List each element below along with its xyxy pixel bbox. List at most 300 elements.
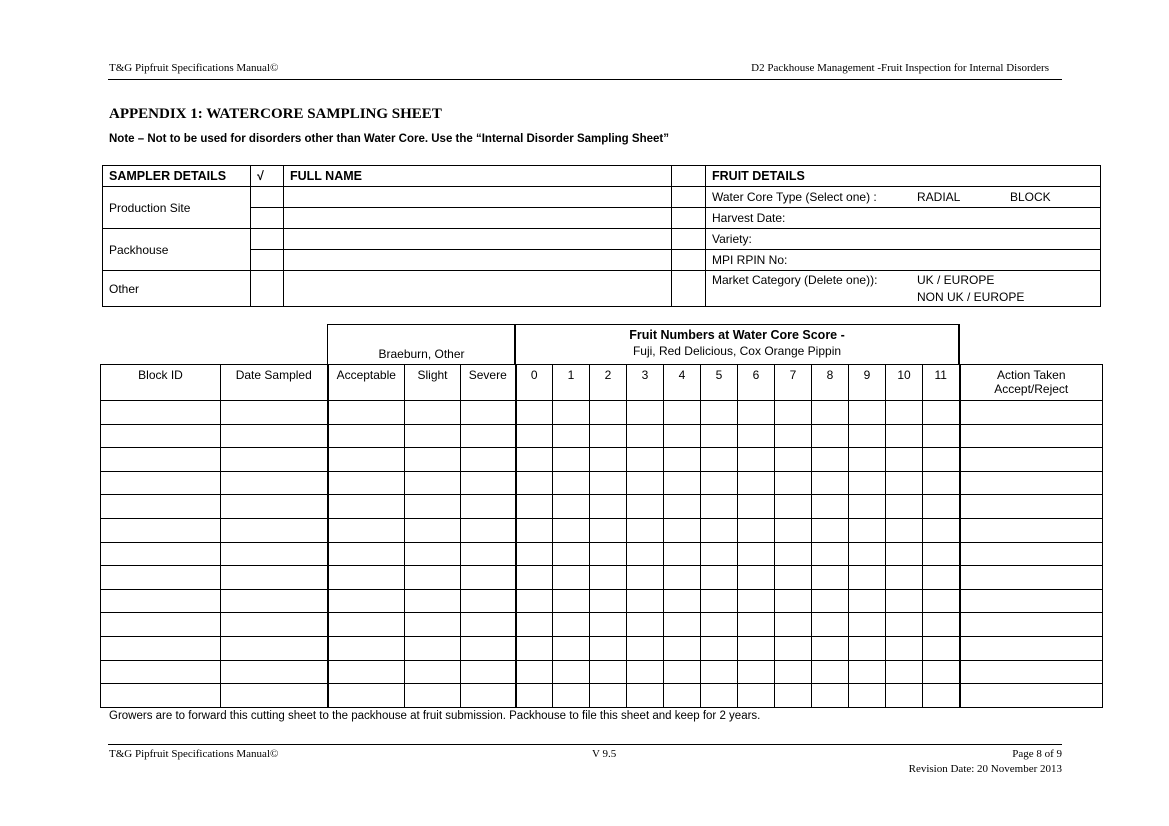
grid-cell[interactable] [405,613,461,637]
grid-cell[interactable] [701,471,738,495]
grid-cell[interactable] [553,448,590,472]
grid-row [101,424,1103,448]
check-cell[interactable] [251,250,284,271]
grid-cell[interactable] [701,660,738,684]
grid-cell[interactable] [849,660,886,684]
grid-cell[interactable] [849,684,886,708]
grid-cell[interactable] [812,613,849,637]
grid-cell[interactable] [960,401,1103,425]
grid-cell[interactable] [627,495,664,519]
grid-cell[interactable] [923,566,960,590]
col-score: 11 [923,365,960,401]
footer-left: T&G Pipfruit Specifications Manual© [109,748,279,760]
grid-cell[interactable] [775,495,812,519]
col-score: 0 [516,365,553,401]
grid-cell[interactable] [405,684,461,708]
grid-cell[interactable] [664,589,701,613]
grid-cell[interactable] [812,448,849,472]
variety[interactable]: Variety: [706,229,1101,250]
header-right: D2 Packhouse Management -Fruit Inspection for Internal Disorders [751,62,1049,74]
grid-cell[interactable] [590,424,627,448]
grid-cell[interactable] [405,424,461,448]
grid-cell[interactable] [849,636,886,660]
grid-cell[interactable] [664,636,701,660]
grid-cell[interactable] [775,566,812,590]
grid-cell[interactable] [627,542,664,566]
grid-cell[interactable] [849,518,886,542]
grid-cell[interactable] [775,660,812,684]
grid-cell[interactable] [101,542,221,566]
grid-cell[interactable] [101,660,221,684]
grid-cell[interactable] [738,542,775,566]
grid-cell[interactable] [101,518,221,542]
grid-cell[interactable] [405,660,461,684]
col-check: √ [251,166,284,187]
grid-cell[interactable] [405,589,461,613]
grid-cell[interactable] [516,660,553,684]
grid-group-headers [327,324,960,364]
grid-cell[interactable] [960,589,1103,613]
grid-cell[interactable] [701,448,738,472]
group-fruit-numbers-varieties: Fuji, Red Delicious, Cox Orange Pippin [632,344,842,358]
grid-cell[interactable] [461,471,516,495]
grid-cell[interactable] [516,448,553,472]
grid-cell[interactable] [886,518,923,542]
grid-cell[interactable] [923,401,960,425]
grid-cell[interactable] [812,401,849,425]
grid-cell[interactable] [221,424,328,448]
grid-cell[interactable] [664,542,701,566]
grid-cell[interactable] [664,471,701,495]
header-left: T&G Pipfruit Specifications Manual© [109,62,279,74]
grid-cell[interactable] [849,589,886,613]
grid-cell[interactable] [101,613,221,637]
group-fruit-numbers [514,324,960,364]
col-sampler-details: SAMPLER DETAILS [103,166,251,187]
row-packhouse: Packhouse [103,229,251,271]
grid-cell[interactable] [590,566,627,590]
grid-cell[interactable] [221,495,328,519]
grid-cell[interactable] [516,518,553,542]
grid-cell[interactable] [886,448,923,472]
grid-cell[interactable] [627,613,664,637]
name-cell[interactable] [284,250,672,271]
grid-cell[interactable] [664,660,701,684]
col-acceptable: Acceptable [328,365,405,401]
grid-cell[interactable] [328,613,405,637]
grid-cell[interactable] [553,566,590,590]
grid-cell[interactable] [960,448,1103,472]
grid-cell[interactable] [775,518,812,542]
grid-cell[interactable] [516,589,553,613]
grid-cell[interactable] [886,589,923,613]
col-score: 6 [738,365,775,401]
grid-cell[interactable] [328,495,405,519]
grid-row [101,589,1103,613]
grid-cell[interactable] [590,589,627,613]
grid-cell[interactable] [923,613,960,637]
grid-cell[interactable] [738,684,775,708]
spacer-cell [672,166,706,187]
grid-cell[interactable] [221,542,328,566]
name-cell[interactable] [284,187,672,208]
grid-cell[interactable] [849,448,886,472]
grid-cell[interactable] [461,684,516,708]
grid-cell[interactable] [516,495,553,519]
grid-cell[interactable] [701,613,738,637]
grid-cell[interactable] [849,613,886,637]
col-score: 7 [775,365,812,401]
grid-cell[interactable] [328,471,405,495]
grid-cell[interactable] [328,660,405,684]
grid-cell[interactable] [960,684,1103,708]
grid-cell[interactable] [461,542,516,566]
grid-cell[interactable] [812,566,849,590]
grid-cell[interactable] [461,589,516,613]
grid-cell[interactable] [553,660,590,684]
grid-cell[interactable] [627,401,664,425]
grid-cell[interactable] [849,424,886,448]
grid-cell[interactable] [328,589,405,613]
grid-cell[interactable] [101,589,221,613]
grid-cell[interactable] [516,542,553,566]
grid-cell[interactable] [627,566,664,590]
grid-cell[interactable] [738,566,775,590]
grid-cell[interactable] [701,684,738,708]
grid-cell[interactable] [886,542,923,566]
option-radial[interactable]: RADIAL [917,190,961,204]
grid-cell[interactable] [812,542,849,566]
grid-row [101,566,1103,590]
grid-cell[interactable] [812,636,849,660]
grid-cell[interactable] [627,471,664,495]
grid-cell[interactable] [923,495,960,519]
grid-cell[interactable] [775,542,812,566]
grid-cell[interactable] [461,566,516,590]
grid-cell[interactable] [738,613,775,637]
page-title: APPENDIX 1: WATERCORE SAMPLING SHEET [109,106,442,122]
grid-cell[interactable] [775,636,812,660]
grid-row [101,684,1103,708]
grid-cell[interactable] [516,566,553,590]
grid-cell[interactable] [923,448,960,472]
spacer-cell [672,250,706,271]
grid-cell[interactable] [627,660,664,684]
col-action-taken-line2: Accept/Reject [994,382,1069,396]
grid-cell[interactable] [886,495,923,519]
grid-cell[interactable] [627,589,664,613]
grid-cell[interactable] [590,495,627,519]
check-cell[interactable] [251,229,284,250]
grid-cell[interactable] [221,636,328,660]
grid-cell[interactable] [516,684,553,708]
grid-cell[interactable] [590,636,627,660]
grid-cell[interactable] [516,401,553,425]
grid-cell[interactable] [627,636,664,660]
grid-cell[interactable] [886,424,923,448]
grid-cell[interactable] [328,448,405,472]
grid-cell[interactable] [812,495,849,519]
check-cell[interactable] [251,208,284,229]
check-cell[interactable] [251,271,284,307]
grid-cell[interactable] [101,566,221,590]
grid-cell[interactable] [405,566,461,590]
grid-cell[interactable] [701,424,738,448]
grid-cell[interactable] [849,401,886,425]
col-score: 4 [664,365,701,401]
grid-cell[interactable] [849,471,886,495]
grid-cell[interactable] [553,495,590,519]
name-cell[interactable] [284,208,672,229]
grid-cell[interactable] [627,684,664,708]
footer-revision: Revision Date: 20 November 2013 [908,763,1062,775]
grid-cell[interactable] [590,401,627,425]
col-score: 1 [553,365,590,401]
grid-cell[interactable] [775,471,812,495]
grid-cell[interactable] [812,589,849,613]
grid-cell[interactable] [461,636,516,660]
grid-cell[interactable] [701,636,738,660]
grid-cell[interactable] [516,424,553,448]
grid-cell[interactable] [590,471,627,495]
grid-cell[interactable] [405,636,461,660]
grid-cell[interactable] [664,684,701,708]
grid-cell[interactable] [849,542,886,566]
grid-cell[interactable] [627,424,664,448]
grid-cell[interactable] [328,518,405,542]
check-cell[interactable] [251,187,284,208]
grid-cell[interactable] [101,401,221,425]
grid-cell[interactable] [221,660,328,684]
grid-cell[interactable] [101,495,221,519]
grid-cell[interactable] [775,589,812,613]
grid-cell[interactable] [328,636,405,660]
option-block[interactable]: BLOCK [1010,190,1051,204]
grid-cell[interactable] [701,589,738,613]
grid-cell[interactable] [328,684,405,708]
grid-cell[interactable] [923,660,960,684]
grid-cell[interactable] [461,448,516,472]
grid-cell[interactable] [101,424,221,448]
grid-row [101,660,1103,684]
grid-cell[interactable] [553,542,590,566]
grid-cell[interactable] [221,566,328,590]
grid-cell[interactable] [221,613,328,637]
grid-cell[interactable] [738,471,775,495]
grid-cell[interactable] [923,518,960,542]
grid-cell[interactable] [960,660,1103,684]
grid-cell[interactable] [461,401,516,425]
grid-cell[interactable] [812,684,849,708]
watercore-sampling-grid [100,364,1103,708]
grid-cell[interactable] [775,613,812,637]
grid-cell[interactable] [960,566,1103,590]
grid-cell[interactable] [627,448,664,472]
grid-cell[interactable] [553,424,590,448]
grid-cell[interactable] [664,424,701,448]
grid-cell[interactable] [664,566,701,590]
grid-cell[interactable] [405,518,461,542]
grid-cell[interactable] [701,495,738,519]
grid-cell[interactable] [886,566,923,590]
grid-cell[interactable] [738,424,775,448]
grid-cell[interactable] [553,589,590,613]
grid-cell[interactable] [886,684,923,708]
grid-cell[interactable] [738,401,775,425]
grid-cell[interactable] [590,448,627,472]
grid-body [101,401,1103,708]
grid-row [101,448,1103,472]
grid-cell[interactable] [590,613,627,637]
grid-cell[interactable] [960,495,1103,519]
grid-cell[interactable] [461,495,516,519]
grid-cell[interactable] [101,684,221,708]
col-action-taken-line1: Action Taken [997,368,1066,382]
grid-cell[interactable] [461,424,516,448]
grid-cell[interactable] [590,542,627,566]
grid-cell[interactable] [328,542,405,566]
group-fruit-numbers-title: Fruit Numbers at Water Core Score - [629,328,845,342]
grid-cell[interactable] [553,518,590,542]
grid-cell[interactable] [590,660,627,684]
grid-cell[interactable] [405,471,461,495]
grid-cell[interactable] [328,424,405,448]
grid-cell[interactable] [553,636,590,660]
grid-cell[interactable] [886,636,923,660]
grid-cell[interactable] [923,471,960,495]
footer-version: V 9.5 [592,748,617,760]
grid-cell[interactable] [775,684,812,708]
col-block-id: Block ID [101,365,221,401]
grid-cell[interactable] [516,636,553,660]
grid-cell[interactable] [221,589,328,613]
grid-cell[interactable] [738,448,775,472]
harvest-date[interactable]: Harvest Date: [706,208,1101,229]
spacer-cell [672,187,706,208]
grid-cell[interactable] [221,684,328,708]
name-cell[interactable] [284,271,672,307]
grid-cell[interactable] [886,613,923,637]
grid-row [101,613,1103,637]
grid-cell[interactable] [221,401,328,425]
grid-cell[interactable] [923,636,960,660]
row-other: Other [103,271,251,307]
name-cell[interactable] [284,229,672,250]
grid-cell[interactable] [405,495,461,519]
col-date-sampled: Date Sampled [221,365,328,401]
grid-cell[interactable] [664,401,701,425]
grid-cell[interactable] [812,471,849,495]
grid-cell[interactable] [405,542,461,566]
grid-cell[interactable] [738,495,775,519]
col-fruit-details: FRUIT DETAILS [706,166,1101,187]
grid-cell[interactable] [627,518,664,542]
grid-cell[interactable] [221,518,328,542]
grid-cell[interactable] [701,401,738,425]
grid-row [101,401,1103,425]
grid-cell[interactable] [101,448,221,472]
grid-cell[interactable] [221,448,328,472]
row-production-site: Production Site [103,187,251,229]
mpi-rpin[interactable]: MPI RPIN No: [706,250,1101,271]
grid-cell[interactable] [328,401,405,425]
grid-cell[interactable] [553,613,590,637]
grid-cell[interactable] [886,660,923,684]
grid-cell[interactable] [738,636,775,660]
grid-cell[interactable] [701,566,738,590]
market-option-non-uk[interactable]: NON UK / EUROPE [917,290,1025,304]
grid-cell[interactable] [775,401,812,425]
grid-cell[interactable] [664,613,701,637]
grid-row [101,471,1103,495]
spacer-cell [672,271,706,307]
grid-cell[interactable] [664,518,701,542]
grid-cell[interactable] [405,448,461,472]
grid-cell[interactable] [738,660,775,684]
grid-cell[interactable] [960,471,1103,495]
grid-cell[interactable] [960,424,1103,448]
col-score: 9 [849,365,886,401]
grid-cell[interactable] [923,542,960,566]
grid-cell[interactable] [664,495,701,519]
grid-cell[interactable] [886,471,923,495]
grid-cell[interactable] [405,401,461,425]
grid-cell[interactable] [960,636,1103,660]
grid-cell[interactable] [812,518,849,542]
grid-cell[interactable] [221,471,328,495]
header-rule [108,79,1062,80]
grid-cell[interactable] [812,660,849,684]
grid-cell[interactable] [590,518,627,542]
footer-note: Growers are to forward this cutting sheet to the packhouse at fruit submission. Packhouse to file this sheet and keep for 2 years. [109,710,761,722]
grid-cell[interactable] [328,566,405,590]
grid-cell[interactable] [101,471,221,495]
grid-cell[interactable] [101,636,221,660]
grid-cell[interactable] [960,542,1103,566]
grid-cell[interactable] [960,613,1103,637]
grid-cell[interactable] [664,448,701,472]
grid-cell[interactable] [553,684,590,708]
grid-cell[interactable] [461,660,516,684]
grid-cell[interactable] [923,589,960,613]
grid-cell[interactable] [849,566,886,590]
grid-cell[interactable] [553,401,590,425]
group-braeburn-label: Braeburn, Other [378,347,465,361]
water-core-label: Water Core Type (Select one) : [712,190,877,204]
grid-cell[interactable] [701,542,738,566]
col-action-taken [960,365,1103,401]
grid-cell[interactable] [516,471,553,495]
grid-cell[interactable] [775,424,812,448]
grid-cell[interactable] [461,613,516,637]
grid-cell[interactable] [461,518,516,542]
grid-cell[interactable] [590,684,627,708]
grid-cell[interactable] [701,518,738,542]
grid-cell[interactable] [812,424,849,448]
grid-cell[interactable] [775,448,812,472]
grid-cell[interactable] [923,424,960,448]
grid-cell[interactable] [886,401,923,425]
grid-cell[interactable] [553,471,590,495]
grid-cell[interactable] [960,518,1103,542]
grid-cell[interactable] [923,684,960,708]
grid-cell[interactable] [738,589,775,613]
col-score: 10 [886,365,923,401]
market-option-uk[interactable]: UK / EUROPE [917,273,995,287]
grid-cell[interactable] [849,495,886,519]
grid-cell[interactable] [516,613,553,637]
grid-cell[interactable] [738,518,775,542]
